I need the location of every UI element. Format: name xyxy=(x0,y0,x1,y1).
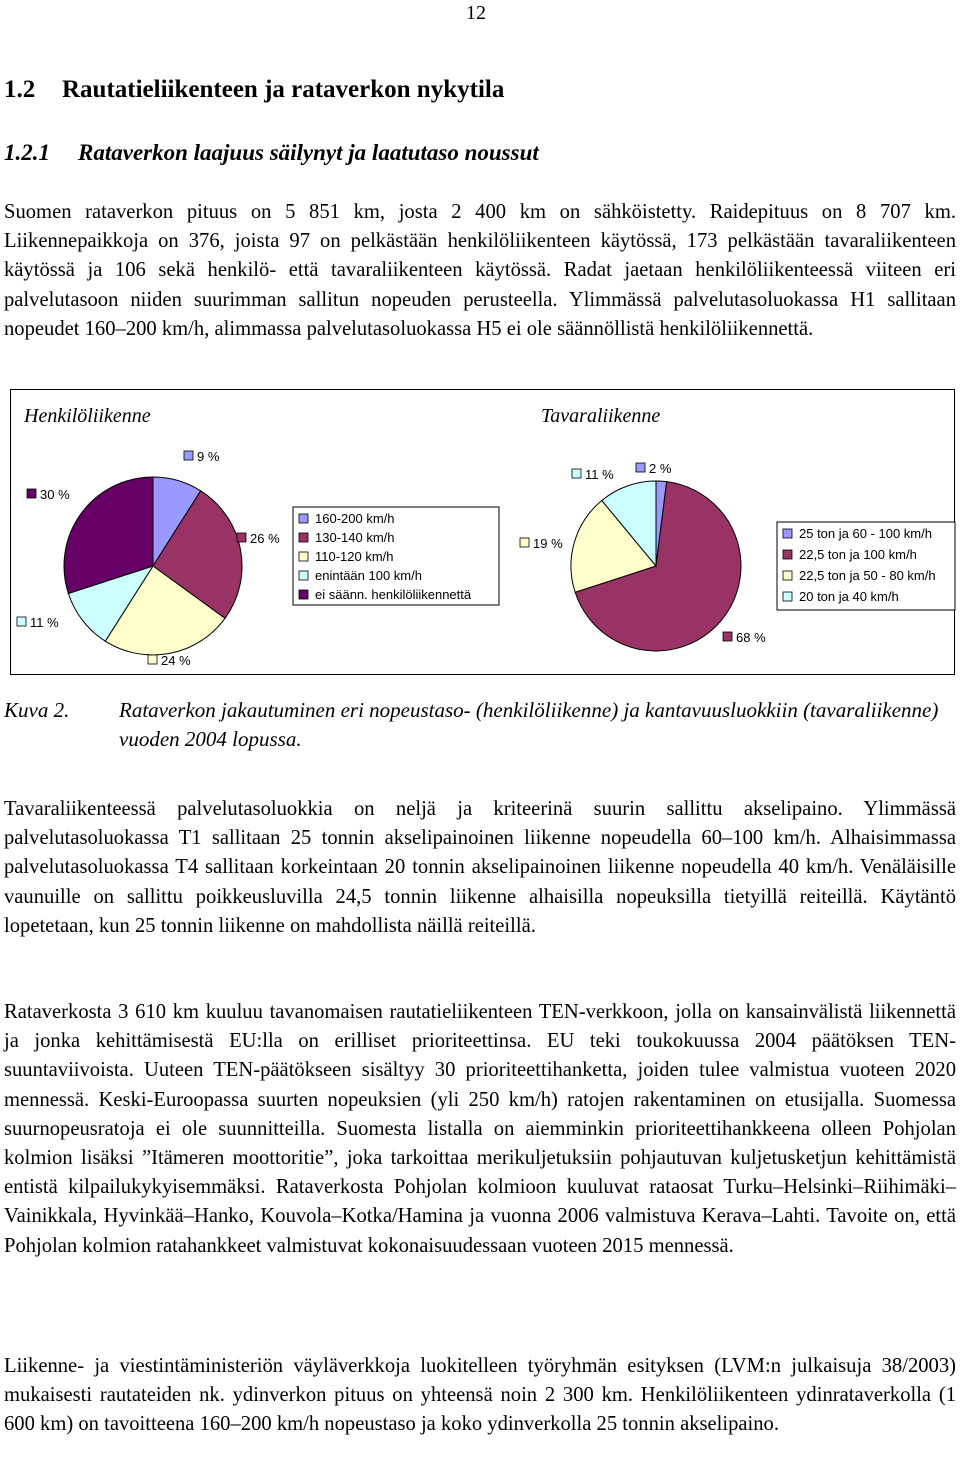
value-label-swatch xyxy=(520,538,529,547)
legend-item-22-5-ton-ja-100-km-h: 22,5 ton ja 100 km/h xyxy=(799,547,917,562)
paragraph-1: Suomen rataverkon pituus on 5 851 km, josta 2 400 km on sähköistetty. Raidepituus on 8 707 km. Liikennepaikkoja on 376, joista 97 on pelkästään henkilöliikenteen käytössä, 173 pelkästään tavaraliikenteen käytössä ja 106 sekä henkilö- että tavaraliikenteen käytössä. Radat jaetaan henkilöliikenteessä viiteen eri palvelutasoon niiden suurimman sallitun nopeuden perusteella. Ylimmässä palvelutasoluokassa H1 sallitaan nopeudet 160–200 km/h, alimmassa palvelutasoluokassa H5 ei ole säännöllistä henkilöliikennettä. xyxy=(4,201,956,340)
subsection-number: 1.2.1 xyxy=(4,140,50,165)
value-label-swatch xyxy=(237,533,246,542)
legend-swatch xyxy=(783,592,792,601)
value-label-swatch xyxy=(17,617,26,626)
value-label-enint-n-100-km-h: 11 % xyxy=(30,615,59,630)
subsection-heading xyxy=(4,140,539,166)
legend-tavaraliikenne xyxy=(777,522,955,610)
figure-svg xyxy=(11,390,956,676)
paragraph-4: Liikenne- ja viestintäministeriön väyläverkkoja luokitelleen työryhmän esityksen (LVM:n julkaisuja 38/2003) mukaisesti rautateiden nk. ydinverkon pituus on yhteensä noin 2 300 km. Henkilöliikenteen ydinrataverkolla (1 600 km) on tavoitteena 160–200 km/h nopeustaso ja koko ydinverkolla 25 tonnin akselipaino. xyxy=(4,1355,956,1436)
value-label-swatch xyxy=(184,451,193,460)
value-label-22-5-ton-ja-100-km-h: 68 % xyxy=(736,630,766,645)
value-label-swatch xyxy=(572,469,581,478)
pie-henkiloliikenne xyxy=(64,477,242,655)
chart-title-henkiloliikenne: Henkilöliikenne xyxy=(24,405,151,427)
legend-swatch xyxy=(299,590,308,599)
value-label-22-5-ton-ja-50-80-km-h: 19 % xyxy=(533,536,563,551)
value-label-160-200-km-h: 9 % xyxy=(197,449,220,464)
caption-text: Rataverkon jakautuminen eri nopeustaso- (henkilöliikenne) ja kantavuusluokkiin (tavaraliikenne) vuoden 2004 lopussa. xyxy=(119,698,939,751)
value-label-20-ton-ja-40-km-h: 11 % xyxy=(585,467,614,482)
section-heading xyxy=(4,76,504,104)
value-label-swatch xyxy=(636,463,645,472)
chart-title-tavaraliikenne: Tavaraliikenne xyxy=(541,405,661,427)
paragraph-3: Rataverkosta 3 610 km kuuluu tavanomaisen rautatieliikenteen TEN-verkkoon, jolla on kansainvälistä liikennettä ja jonka kehittämisestä EU:lla on erilliset prioriteettinsa. EU teki toukokuussa 2004 päätöksen TEN-suuntaviivoista. Uuteen TEN-päätökseen sisältyy 30 prioriteettihanketta, joiden tulee valmistua vuoteen 2020 mennessä. Keski-Euroopassa suurten nopeuksien (yli 250 km/h) ratojen rakentaminen on etusijalla. Suomessa suurnopeusratoja ei ole suunnitteilla. Suomesta listalla on aiemminkin prioriteettihankkeena olleen Pohjolan kolmion lisäksi ”Itämeren moottoritie”, joka tarkoittaa merikuljetuksiin pohjautuvan kuljetusketjun kehittämistä entistä kilpailukykyisemmäksi. Rataverkosta Pohjolan kolmioon kuuluvat rataosat Turku–Helsinki–Riihimäki–Vainikkala, Hyvinkää–Hanko, Kouvola–Kotka/Hamina ja vuonna 2006 valmistuva Kerava–Lahti. Tavoite on, että Pohjolan kolmion ratahankkeet valmistuvat kokonaisuudessaan vuoteen 2015 mennessä. xyxy=(4,1001,956,1257)
value-label-swatch xyxy=(148,655,157,664)
legend-swatch xyxy=(299,552,308,561)
subsection-title: Rataverkon laajuus säilynyt ja laatutaso noussut xyxy=(78,140,539,165)
legend-item-25-ton-ja-60-100-km-h: 25 ton ja 60 - 100 km/h xyxy=(799,526,932,541)
paragraph-2: Tavaraliikenteessä palvelutasoluokkia on neljä ja kriteerinä suurin sallittu akselipaino. Ylimmässä palvelutasoluokassa T1 sallitaan 25 tonnin akselipainoinen liikenne nopeudella 60–100 km/h. Alhaisimmassa palvelutasoluokassa T4 sallitaan korkeintaan 20 tonnin akselipainoinen liikenne nopeudella 40 km/h. Venäläisille vaunuille on sallittu poikkeusluvilla 24,5 tonnin liikenne alhaisilla nopeuksilla tietyillä reiteillä. Käytäntö lopetetaan, kun 25 tonnin liikenne on mahdollista näillä reiteillä. xyxy=(4,798,956,937)
section-title: Rautatieliikenteen ja rataverkon nykytila xyxy=(62,76,505,103)
section-number: 1.2 xyxy=(4,76,36,103)
value-label-swatch xyxy=(723,632,732,641)
value-label-swatch xyxy=(27,489,36,498)
legend-item-ei-s-nn-henkil-liikennett: ei säänn. henkilöliikennettä xyxy=(315,587,472,602)
legend-henkiloliikenne xyxy=(293,507,499,605)
legend-swatch xyxy=(783,529,792,538)
legend-swatch xyxy=(299,571,308,580)
legend-item-20-ton-ja-40-km-h: 20 ton ja 40 km/h xyxy=(799,589,899,604)
legend-swatch xyxy=(783,550,792,559)
legend-swatch xyxy=(783,571,792,580)
legend-item-22-5-ton-ja-50-80-km-h: 22,5 ton ja 50 - 80 km/h xyxy=(799,568,936,583)
legend-swatch xyxy=(299,533,308,542)
legend-item-130-140-km-h: 130-140 km/h xyxy=(315,530,395,545)
figure-pie-charts xyxy=(10,389,955,675)
caption-label: Kuva 2. xyxy=(4,698,70,722)
value-label-ei-s-nn-henkil-liikennett: 30 % xyxy=(40,487,70,502)
legend-item-110-120-km-h: 110-120 km/h xyxy=(315,549,394,564)
legend-item-160-200-km-h: 160-200 km/h xyxy=(315,511,395,526)
page-number: 12 xyxy=(466,2,486,24)
value-label-130-140-km-h: 26 % xyxy=(250,531,280,546)
legend-swatch xyxy=(299,514,308,523)
value-label-25-ton-ja-60-100-km-h: 2 % xyxy=(649,461,672,476)
value-label-110-120-km-h: 24 % xyxy=(161,653,191,668)
pie-tavaraliikenne xyxy=(571,481,741,651)
legend-item-enint-n-100-km-h: enintään 100 km/h xyxy=(315,568,422,583)
